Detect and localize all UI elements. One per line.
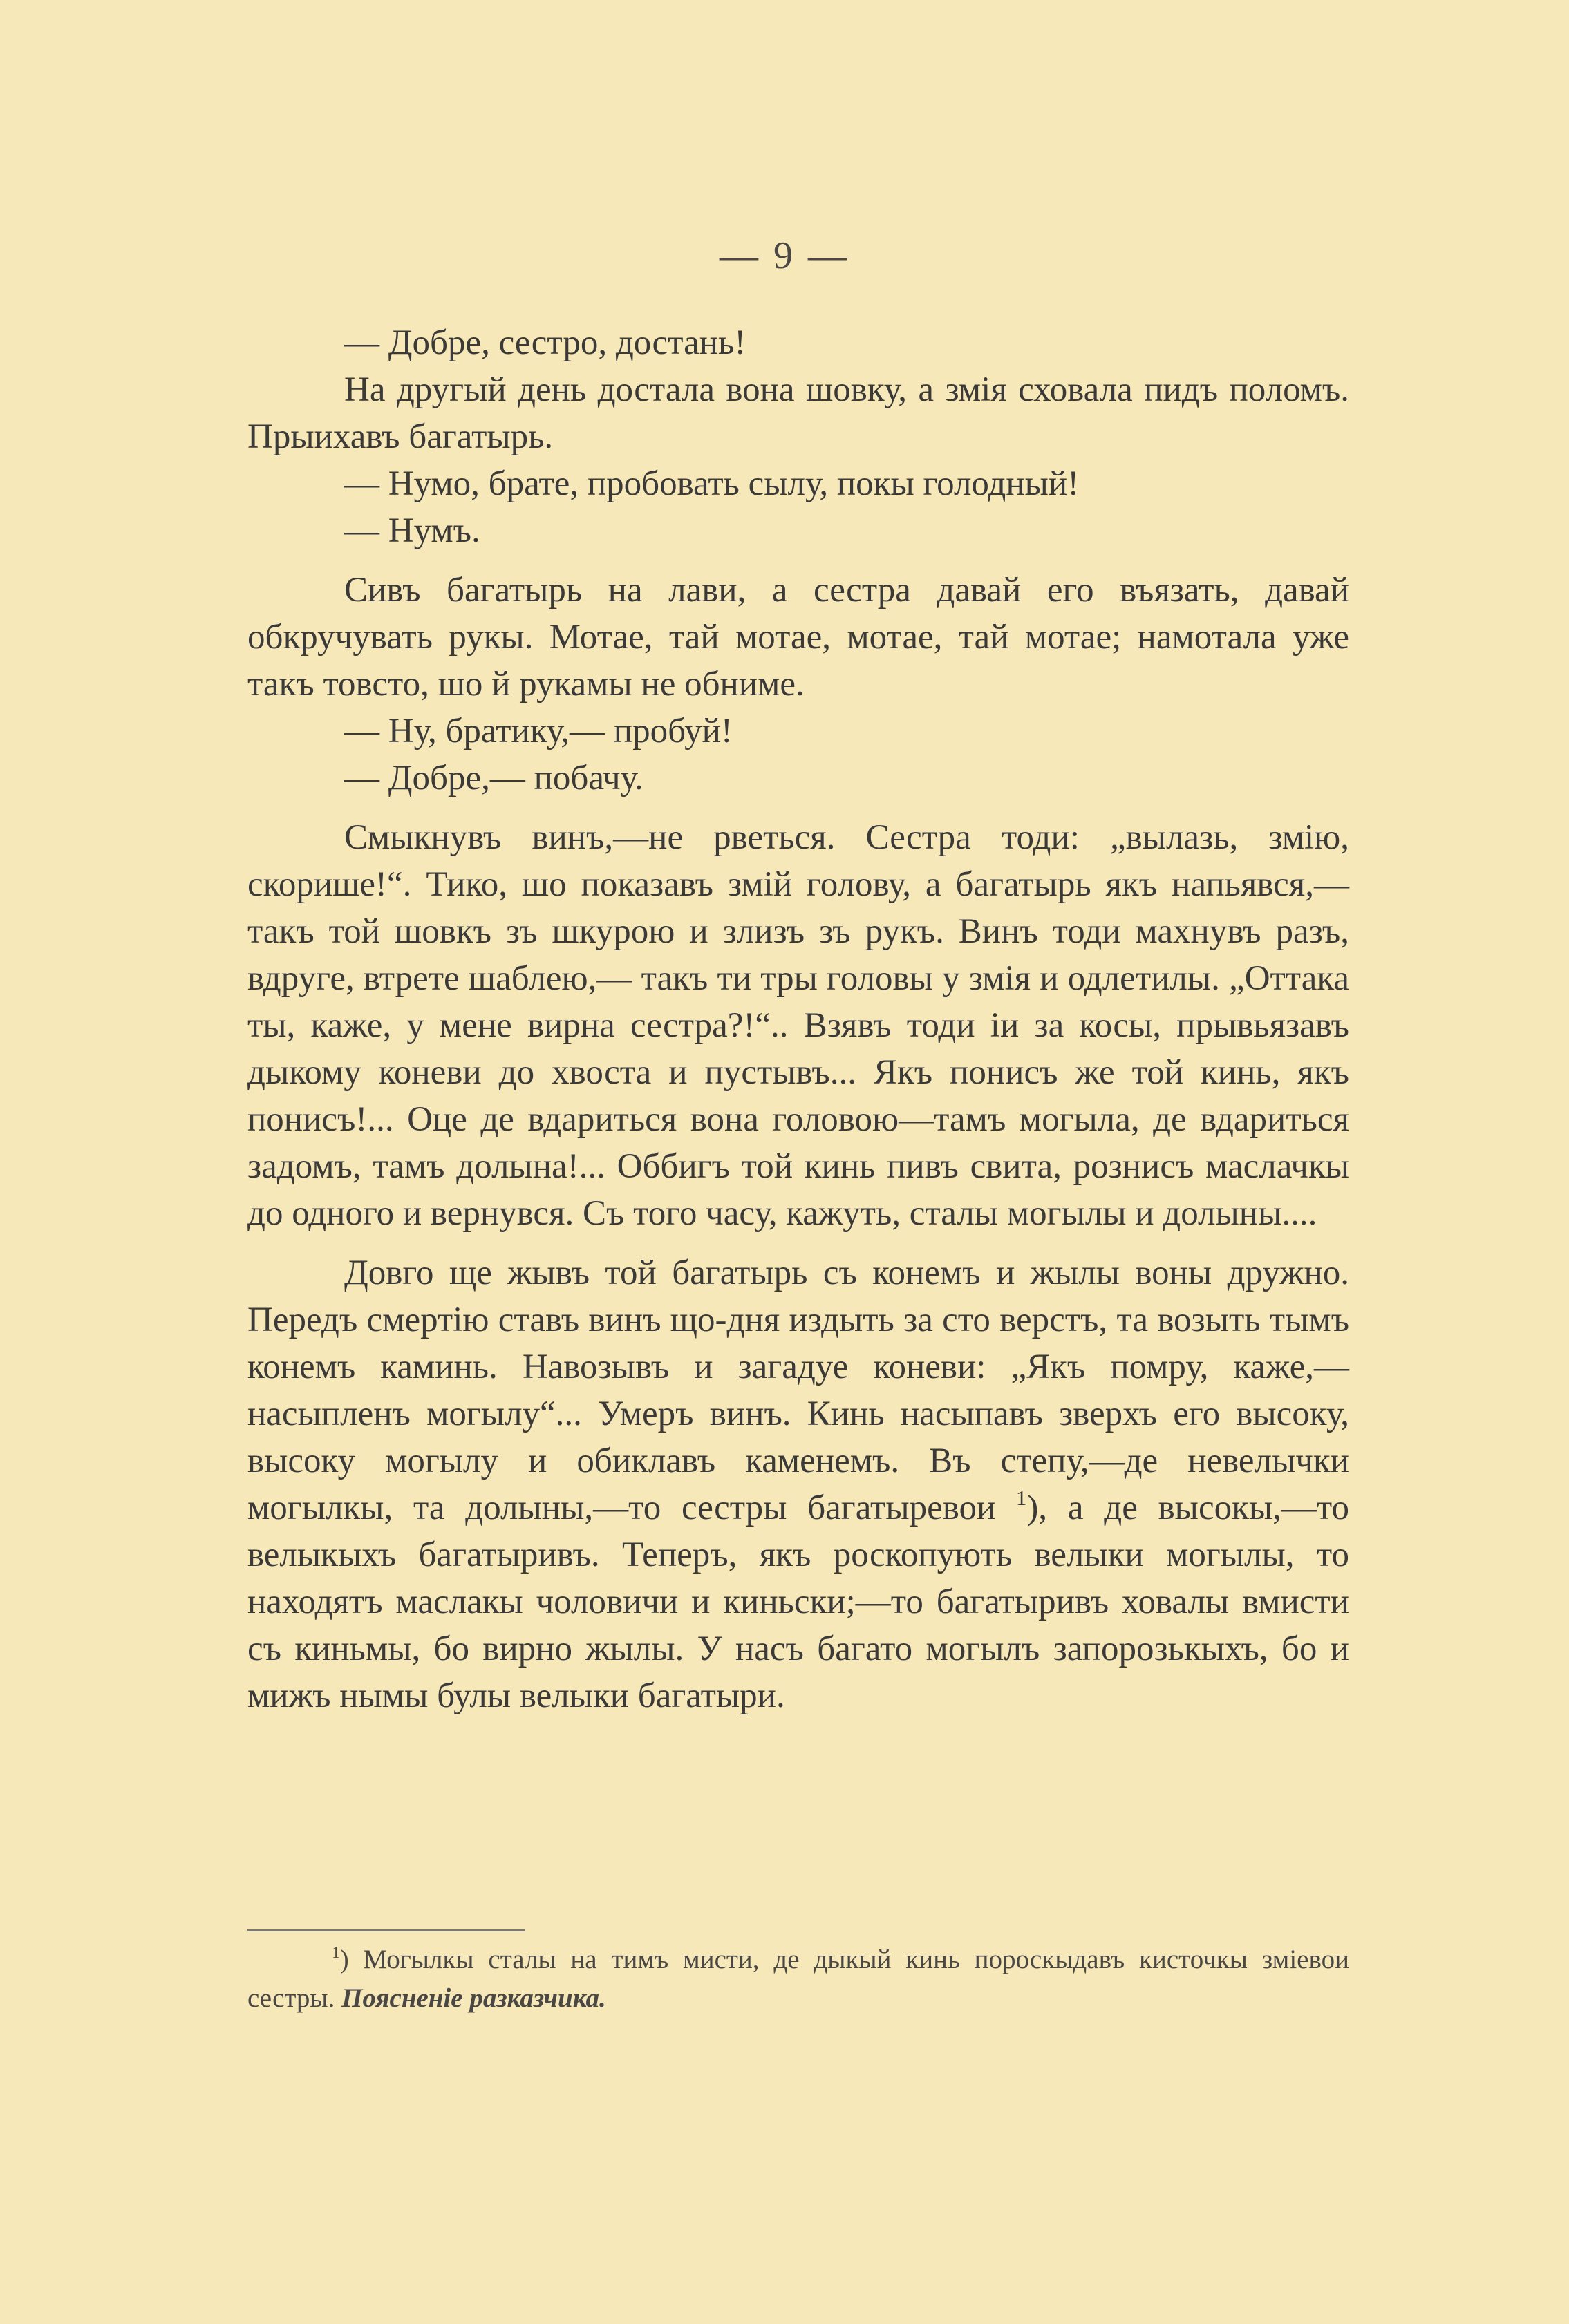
paragraph: На другый день достала вона шовку, а змія сховала пидъ поломъ. Прыихавъ багатырь. [247, 370, 1349, 456]
footnote-attribution: Поясненіе разказчика. [341, 1983, 606, 2013]
paragraph: Смыкнувъ винъ,—не рветься. Сестра тоди: „вылазь, змію, скорише!“. Тико, шо показавъ змій голову, а багатырь якъ напьявся,—такъ той шовкъ зъ шкурою и злизъ зъ рукъ. Винъ тоди махнувъ разъ, вдруге, втрете шаблею,— такъ ти тры головы у змія и одлетилы. „Оттака ты, каже, у мене вирна сестра?!“.. Взявъ тоди іи за косы, прывьязавъ дыкому коневи до хвоста и пустывъ... Якъ понисъ же той кинь, якъ понисъ!... Оце де вдариться вона головою—тамъ могыла, де вдариться задомъ, тамъ долына!... Оббигъ той кинь пивъ свита, рознисъ маслачкы до одного и вернувся. Съ того часу, кажуть, сталы могылы и долыны.... [247, 818, 1349, 1233]
footnote-reference: 1 [1016, 1486, 1027, 1511]
footnote-text: ) Могылкы сталы на тимъ мисти, де дыкый кинь пороскыдавъ кисточкы зміевои сестры. [247, 1945, 1349, 2013]
paragraph: Сивъ багатырь на лави, а сестра давай его въязать, давай обкручувать рукы. Мотае, тай мотае, мотае, тай мотае; намотала уже такъ товсто, шо й рукамы не обниме. [247, 571, 1349, 703]
paragraph-text: ), а де высокы,—то велыкыхъ багатыривъ. Теперъ, якъ роскопують велыки могылы, то находятъ маслакы чоловичи и киньски;—то багатыривъ ховалы вмисти съ киньмы, бо вирно жылы. У насъ багато могылъ запорозькыхъ, бо и мижъ нымы булы велыки багатыри. [247, 1489, 1349, 1715]
footnote-divider [247, 1929, 525, 1931]
dialogue-line: — Ну, братику,— пробуй! [344, 712, 733, 750]
dialogue-line: — Нумъ. [344, 511, 480, 550]
dialogue-line: — Добре, сестро, достань! [344, 323, 746, 362]
footnote [247, 1940, 1349, 2018]
main-text [247, 319, 1349, 1719]
footnote-marker: 1 [332, 1943, 340, 1962]
page-number: — 9 — [720, 234, 849, 277]
paragraph-text: Довго ще жывъ той багатырь съ конемъ и жылы воны дружно. Передъ смертію ставъ винъ що-дня издыть за сто верстъ, та возыть тымъ конемъ каминь. Навозывъ и загадуе коневи: „Якъ помру, каже,—насыпленъ могылу“... Умеръ винъ. Кинь насыпавъ зверхъ его высоку, высоку могылу и обиклавъ каменемъ. Въ степу,—де невелычки могылкы, та долыны,—то сестры багатыревои [247, 1254, 1349, 1527]
dialogue-line: — Нумо, брате, пробовать сылу, покы голодный! [344, 464, 1080, 503]
dialogue-line: — Добре,— побачу. [344, 759, 643, 797]
paragraph [247, 1249, 1349, 1719]
